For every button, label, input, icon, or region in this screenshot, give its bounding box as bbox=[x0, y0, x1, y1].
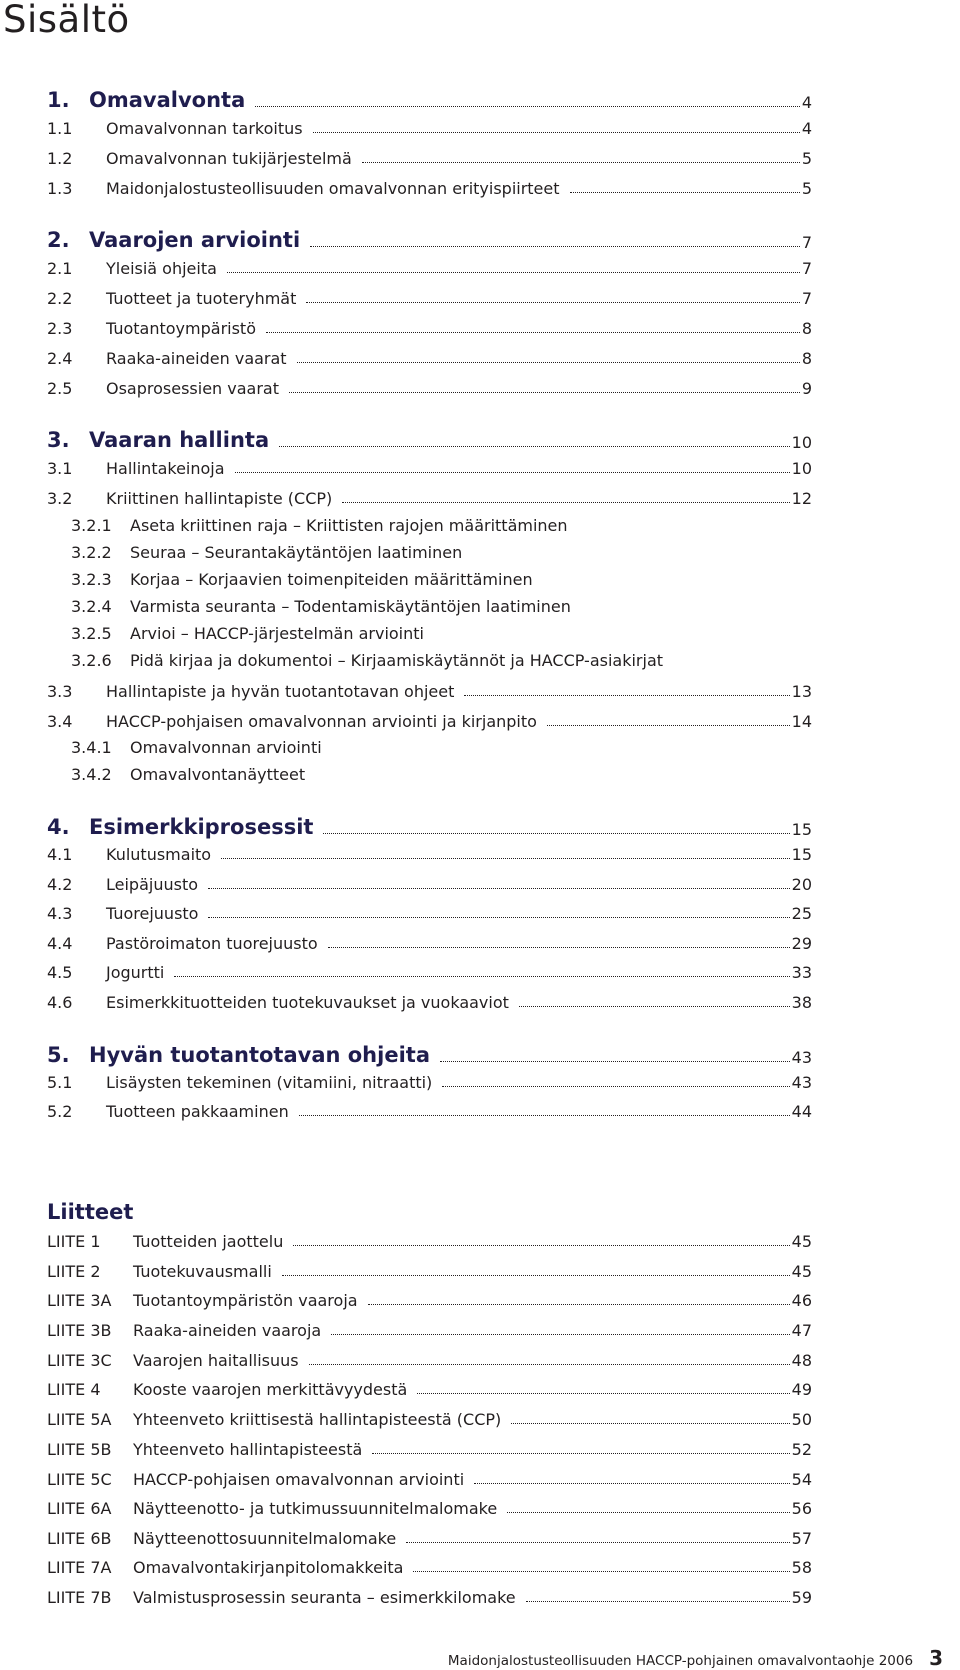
toc-subsection-number: 4.4 bbox=[47, 934, 73, 953]
appendix-entry bbox=[47, 1470, 812, 1489]
dot-leader bbox=[289, 392, 800, 393]
toc-subsection-entry bbox=[47, 682, 812, 701]
dot-leader bbox=[306, 302, 799, 303]
toc-subsection-number: 4.6 bbox=[47, 993, 73, 1012]
toc-subsection-label: Kriittinen hallintapiste (CCP) bbox=[106, 489, 333, 508]
toc-section-number: 2. bbox=[47, 228, 70, 252]
toc-subsection-entry bbox=[47, 489, 812, 508]
appendix-number: LIITE 7A bbox=[47, 1558, 112, 1577]
dot-leader bbox=[368, 1304, 790, 1305]
appendix-label: Tuotteiden jaottelu bbox=[133, 1232, 284, 1251]
toc-subsection-label: Jogurtti bbox=[106, 963, 165, 982]
toc-subsection-label: Tuorejuusto bbox=[106, 904, 199, 923]
appendix-page: 52 bbox=[791, 1440, 812, 1459]
toc-subsection-label: Pidä kirjaa ja dokumentoi – Kirjaamiskäytännöt ja HACCP-asiakirjat bbox=[130, 651, 664, 670]
toc-section-number: 5. bbox=[47, 1043, 70, 1067]
appendix-number: LIITE 6B bbox=[47, 1529, 112, 1548]
appendix-label: Näytteenotto- ja tutkimussuunnitelmalomake bbox=[133, 1499, 498, 1518]
toc-subsection-label: HACCP-pohjaisen omavalvonnan arviointi ja kirjanpito bbox=[106, 712, 537, 731]
appendix-label: Näytteenottosuunnitelmalomake bbox=[133, 1529, 397, 1548]
dot-leader bbox=[547, 725, 790, 726]
dot-leader bbox=[474, 1483, 789, 1484]
toc-subsection-entry bbox=[47, 845, 812, 864]
toc-subsection-number: 3.2.3 bbox=[71, 570, 112, 589]
appendix-label: Tuotantoympäristön vaaroja bbox=[133, 1291, 358, 1310]
appendix-number: LIITE 2 bbox=[47, 1262, 101, 1281]
toc-subsection-label: Arvioi – HACCP-järjestelmän arviointi bbox=[130, 624, 424, 643]
toc-subsection-number: 3.2.4 bbox=[71, 597, 112, 616]
appendix-entry bbox=[47, 1529, 812, 1548]
toc-section-page: 10 bbox=[791, 433, 812, 452]
toc-section-entry bbox=[47, 815, 812, 839]
appendix-label: Yhteenveto hallintapisteestä bbox=[133, 1440, 363, 1459]
dot-leader bbox=[297, 362, 800, 363]
toc-subsection-entry bbox=[71, 543, 462, 562]
toc-subsection-label: Omavalvonnan arviointi bbox=[130, 738, 322, 757]
toc-subsection-label: Osaprosessien vaarat bbox=[106, 379, 280, 398]
toc-subsection-entry bbox=[47, 289, 812, 308]
toc-section-number: 1. bbox=[47, 88, 70, 112]
toc-subsection-number: 1.1 bbox=[47, 119, 73, 138]
toc-subsection-entry bbox=[71, 651, 663, 670]
appendix-page: 47 bbox=[791, 1321, 812, 1340]
toc-subsection-page: 7 bbox=[801, 259, 812, 278]
dot-leader bbox=[413, 1571, 789, 1572]
appendix-page: 48 bbox=[791, 1351, 812, 1370]
toc-subsection-entry bbox=[47, 459, 812, 478]
appendix-label: Raaka-aineiden vaaroja bbox=[133, 1321, 322, 1340]
toc-subsection-label: Seuraa – Seurantakäytäntöjen laatiminen bbox=[130, 543, 463, 562]
toc-subsection-label: Maidonjalostusteollisuuden omavalvonnan erityispiirteet bbox=[106, 179, 560, 198]
toc-subsection-label: Lisäysten tekeminen (vitamiini, nitraatti) bbox=[106, 1073, 433, 1092]
toc-subsection-page: 8 bbox=[801, 319, 812, 338]
appendix-number: LIITE 4 bbox=[47, 1380, 101, 1399]
toc-section-page: 7 bbox=[801, 233, 812, 252]
appendix-page: 45 bbox=[791, 1262, 812, 1281]
dot-leader bbox=[310, 246, 800, 247]
toc-subsection-entry bbox=[71, 570, 533, 589]
dot-leader bbox=[442, 1086, 789, 1087]
toc-subsection-entry bbox=[71, 624, 424, 643]
toc-subsection-page: 9 bbox=[801, 379, 812, 398]
appendix-page: 46 bbox=[791, 1291, 812, 1310]
appendix-number: LIITE 6A bbox=[47, 1499, 112, 1518]
appendix-page: 57 bbox=[791, 1529, 812, 1548]
toc-subsection-number: 3.2.6 bbox=[71, 651, 112, 670]
appendix-label: Vaarojen haitallisuus bbox=[133, 1351, 299, 1370]
dot-leader bbox=[526, 1601, 790, 1602]
toc-subsection-page: 44 bbox=[791, 1102, 812, 1121]
toc-subsection-page: 29 bbox=[791, 934, 812, 953]
toc-subsection-entry bbox=[47, 904, 812, 923]
appendix-entry bbox=[47, 1291, 812, 1310]
dot-leader bbox=[328, 947, 790, 948]
toc-subsection-page: 43 bbox=[791, 1073, 812, 1092]
appendix-page: 49 bbox=[791, 1380, 812, 1399]
toc-subsection-entry bbox=[47, 349, 812, 368]
appendix-heading: Liitteet bbox=[47, 1200, 134, 1224]
appendix-number: LIITE 1 bbox=[47, 1232, 101, 1251]
toc-subsection-number: 2.4 bbox=[47, 349, 73, 368]
toc-section-label: Hyvän tuotantotavan ohjeita bbox=[89, 1043, 430, 1067]
toc-section-page: 43 bbox=[791, 1048, 812, 1067]
toc-subsection-number: 3.2.5 bbox=[71, 624, 112, 643]
toc-subsection-number: 3.4.1 bbox=[71, 738, 112, 757]
appendix-entry bbox=[47, 1351, 812, 1370]
toc-subsection-page: 13 bbox=[791, 682, 812, 701]
toc-subsection-number: 2.5 bbox=[47, 379, 73, 398]
footer-text: Maidonjalostusteollisuuden HACCP-pohjainen omavalvontaohje 2006 bbox=[447, 1653, 914, 1669]
appendix-number: LIITE 5A bbox=[47, 1410, 112, 1429]
dot-leader bbox=[440, 1061, 790, 1062]
appendix-page: 50 bbox=[791, 1410, 812, 1429]
appendix-label: HACCP-pohjaisen omavalvonnan arviointi bbox=[133, 1470, 465, 1489]
toc-section-label: Vaarojen arviointi bbox=[89, 228, 301, 252]
toc-subsection-label: Omavalvonnan tarkoitus bbox=[106, 119, 303, 138]
toc-subsection-page: 33 bbox=[791, 963, 812, 982]
toc-subsection-entry bbox=[47, 179, 812, 198]
toc-subsection-number: 4.2 bbox=[47, 875, 73, 894]
toc-subsection-number: 1.3 bbox=[47, 179, 73, 198]
dot-leader bbox=[331, 1334, 789, 1335]
toc-subsection-label: Hallintakeinoja bbox=[106, 459, 225, 478]
toc-subsection-entry bbox=[47, 1102, 812, 1121]
toc-subsection-page: 10 bbox=[791, 459, 812, 478]
toc-section-number: 4. bbox=[47, 815, 70, 839]
toc-subsection-entry bbox=[71, 597, 571, 616]
toc-subsection-number: 2.3 bbox=[47, 319, 73, 338]
dot-leader bbox=[519, 1006, 790, 1007]
toc-section-entry bbox=[47, 428, 812, 452]
toc-subsection-number: 1.2 bbox=[47, 149, 73, 168]
appendix-number: LIITE 5B bbox=[47, 1440, 112, 1459]
footer-page-number: 3 bbox=[929, 1646, 943, 1670]
toc-subsection-number: 4.5 bbox=[47, 963, 73, 982]
toc-subsection-label: Omavalvontanäytteet bbox=[130, 765, 306, 784]
toc-subsection-entry bbox=[47, 963, 812, 982]
toc-subsection-entry bbox=[47, 379, 812, 398]
toc-subsection-label: Esimerkkituotteiden tuotekuvaukset ja vuokaaviot bbox=[106, 993, 509, 1012]
page-footer bbox=[448, 1646, 943, 1670]
appendix-entry bbox=[47, 1440, 812, 1459]
dot-leader bbox=[255, 106, 800, 107]
toc-subsection-number: 2.1 bbox=[47, 259, 73, 278]
appendix-page: 56 bbox=[791, 1499, 812, 1518]
dot-leader bbox=[208, 888, 790, 889]
appendix-page: 58 bbox=[791, 1558, 812, 1577]
toc-subsection-label: Hallintapiste ja hyvän tuotantotavan ohjeet bbox=[106, 682, 455, 701]
toc-section-label: Esimerkkiprosessit bbox=[89, 815, 314, 839]
dot-leader bbox=[464, 695, 789, 696]
toc-section-entry bbox=[47, 228, 812, 252]
appendix-entry bbox=[47, 1262, 812, 1281]
toc-section-page: 15 bbox=[791, 820, 812, 839]
dot-leader bbox=[279, 446, 790, 447]
toc-subsection-entry bbox=[47, 119, 812, 138]
appendix-entry bbox=[47, 1380, 812, 1399]
appendix-label: Omavalvontakirjanpitolomakkeita bbox=[133, 1558, 404, 1577]
appendix-page: 45 bbox=[791, 1232, 812, 1251]
appendix-number: LIITE 3A bbox=[47, 1291, 112, 1310]
toc-subsection-label: Leipäjuusto bbox=[106, 875, 199, 894]
toc-subsection-entry bbox=[47, 712, 812, 731]
toc-subsection-page: 5 bbox=[801, 149, 812, 168]
toc-subsection-label: Tuotteet ja tuoteryhmät bbox=[106, 289, 297, 308]
toc-subsection-label: Varmista seuranta – Todentamiskäytäntöjen laatiminen bbox=[130, 597, 571, 616]
toc-subsection-number: 3.2.1 bbox=[71, 516, 112, 535]
toc-subsection-page: 8 bbox=[801, 349, 812, 368]
toc-subsection-entry bbox=[47, 149, 812, 168]
dot-leader bbox=[299, 1115, 790, 1116]
appendix-page: 54 bbox=[791, 1470, 812, 1489]
dot-leader bbox=[323, 833, 789, 834]
dot-leader bbox=[208, 917, 789, 918]
appendix-label: Tuotekuvausmalli bbox=[133, 1262, 272, 1281]
toc-section-entry bbox=[47, 1043, 812, 1067]
appendix-entry bbox=[47, 1499, 812, 1518]
dot-leader bbox=[227, 272, 800, 273]
appendix-number: LIITE 3C bbox=[47, 1351, 112, 1370]
toc-section-page: 4 bbox=[801, 93, 812, 112]
toc-section-label: Vaaran hallinta bbox=[89, 428, 270, 452]
toc-subsection-page: 4 bbox=[801, 119, 812, 138]
toc-subsection-page: 14 bbox=[791, 712, 812, 731]
dot-leader bbox=[511, 1423, 789, 1424]
toc-subsection-label: Omavalvonnan tukijärjestelmä bbox=[106, 149, 352, 168]
toc-subsection-number: 3.3 bbox=[47, 682, 73, 701]
toc-subsection-page: 38 bbox=[791, 993, 812, 1012]
dot-leader bbox=[570, 192, 800, 193]
dot-leader bbox=[362, 162, 800, 163]
toc-subsection-label: Tuotteen pakkaaminen bbox=[106, 1102, 289, 1121]
appendix-entry bbox=[47, 1558, 812, 1577]
toc-subsection-entry bbox=[71, 516, 568, 535]
toc-subsection-entry bbox=[47, 1073, 812, 1092]
toc-subsection-label: Kulutusmaito bbox=[106, 845, 212, 864]
toc-subsection-page: 25 bbox=[791, 904, 812, 923]
toc-subsection-label: Aseta kriittinen raja – Kriittisten rajojen määrittäminen bbox=[130, 516, 568, 535]
dot-leader bbox=[235, 472, 790, 473]
appendix-entry bbox=[47, 1588, 812, 1607]
toc-subsection-entry bbox=[47, 993, 812, 1012]
toc-subsection-label: Raaka-aineiden vaarat bbox=[106, 349, 287, 368]
dot-leader bbox=[282, 1275, 790, 1276]
toc-subsection-page: 7 bbox=[801, 289, 812, 308]
appendix-entry bbox=[47, 1321, 812, 1340]
toc-subsection-number: 2.2 bbox=[47, 289, 73, 308]
toc-subsection-entry bbox=[47, 319, 812, 338]
toc-subsection-number: 3.1 bbox=[47, 459, 73, 478]
dot-leader bbox=[417, 1393, 789, 1394]
toc-subsection-label: Yleisiä ohjeita bbox=[106, 259, 217, 278]
dot-leader bbox=[406, 1542, 789, 1543]
toc-section-label: Omavalvonta bbox=[89, 88, 246, 112]
dot-leader bbox=[507, 1512, 789, 1513]
toc-subsection-number: 4.3 bbox=[47, 904, 73, 923]
toc-subsection-number: 3.2.2 bbox=[71, 543, 112, 562]
appendix-entry bbox=[47, 1410, 812, 1429]
appendix-label: Yhteenveto kriittisestä hallintapisteestä (CCP) bbox=[133, 1410, 502, 1429]
appendix-number: LIITE 3B bbox=[47, 1321, 112, 1340]
appendix-number: LIITE 5C bbox=[47, 1470, 112, 1489]
toc-subsection-label: Pastöroimaton tuorejuusto bbox=[106, 934, 318, 953]
toc-subsection-page: 15 bbox=[791, 845, 812, 864]
dot-leader bbox=[293, 1245, 789, 1246]
page-title: Sisältö bbox=[3, 0, 130, 41]
dot-leader bbox=[372, 1453, 789, 1454]
appendix-label: Valmistusprosessin seuranta – esimerkkilomake bbox=[133, 1588, 516, 1607]
toc-subsection-number: 5.1 bbox=[47, 1073, 73, 1092]
appendix-page: 59 bbox=[791, 1588, 812, 1607]
appendix-entry bbox=[47, 1232, 812, 1251]
toc-subsection-number: 3.4 bbox=[47, 712, 73, 731]
toc-subsection-label: Tuotantoympäristö bbox=[106, 319, 256, 338]
dot-leader bbox=[266, 332, 800, 333]
toc-subsection-page: 20 bbox=[791, 875, 812, 894]
toc-subsection-entry bbox=[71, 765, 305, 784]
toc-section-entry bbox=[47, 88, 812, 112]
toc-subsection-number: 3.2 bbox=[47, 489, 73, 508]
toc-subsection-number: 5.2 bbox=[47, 1102, 73, 1121]
toc-subsection-entry bbox=[71, 738, 322, 757]
toc-subsection-entry bbox=[47, 934, 812, 953]
toc-subsection-page: 12 bbox=[791, 489, 812, 508]
dot-leader bbox=[342, 502, 789, 503]
dot-leader bbox=[221, 858, 790, 859]
dot-leader bbox=[313, 132, 800, 133]
toc-subsection-entry bbox=[47, 875, 812, 894]
appendix-label: Kooste vaarojen merkittävyydestä bbox=[133, 1380, 408, 1399]
toc-subsection-page: 5 bbox=[801, 179, 812, 198]
toc-subsection-entry bbox=[47, 259, 812, 278]
dot-leader bbox=[309, 1364, 790, 1365]
dot-leader bbox=[174, 976, 789, 977]
toc-subsection-label: Korjaa – Korjaavien toimenpiteiden määrittäminen bbox=[130, 570, 533, 589]
appendix-number: LIITE 7B bbox=[47, 1588, 112, 1607]
toc-subsection-number: 4.1 bbox=[47, 845, 73, 864]
toc-section-number: 3. bbox=[47, 428, 70, 452]
toc-subsection-number: 3.4.2 bbox=[71, 765, 112, 784]
